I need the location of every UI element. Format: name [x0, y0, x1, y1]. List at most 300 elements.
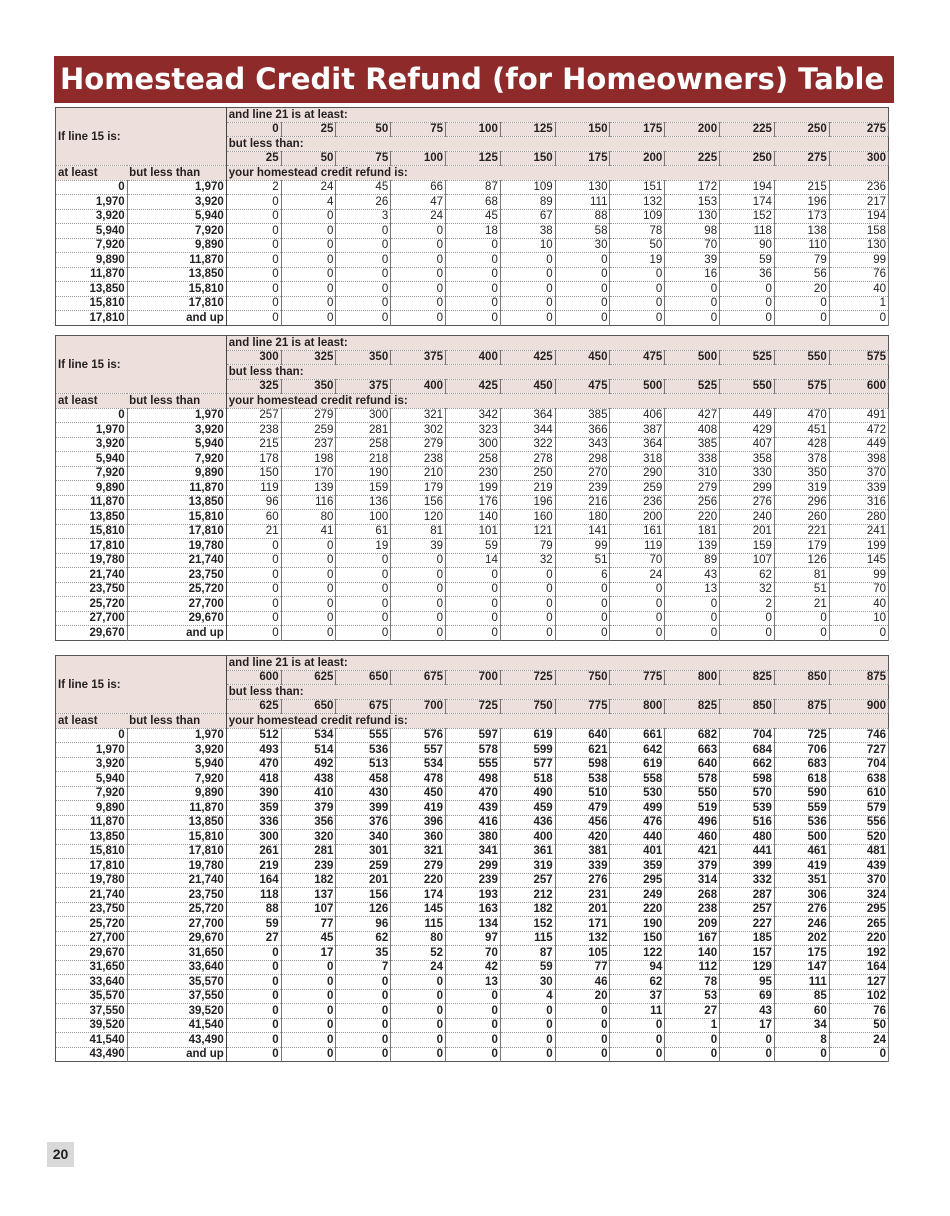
refund-cell: 0 — [281, 611, 336, 626]
refund-cell: 66 — [391, 180, 446, 195]
refund-cell: 0 — [391, 1004, 446, 1019]
refund-cell: 364 — [500, 408, 555, 423]
refund-cell: 95 — [720, 975, 775, 990]
refund-cell: 279 — [281, 408, 336, 423]
line15-less-than-cell: 7,920 — [127, 452, 226, 467]
refund-cell: 295 — [829, 902, 888, 917]
refund-cell: 380 — [446, 830, 501, 845]
line15-at-least-cell: 43,490 — [56, 1047, 128, 1062]
refund-cell: 0 — [281, 1033, 336, 1048]
line15-at-least-cell: 37,550 — [56, 1004, 128, 1019]
refund-cell: 0 — [226, 626, 281, 641]
refund-cell: 0 — [226, 238, 281, 253]
refund-cell: 50 — [829, 1018, 888, 1033]
line21-at-least-value: 550 — [774, 350, 829, 365]
line15-less-than-cell: 1,970 — [127, 408, 226, 423]
line21-less-than-value: 350 — [281, 379, 336, 394]
refund-cell: 39 — [665, 253, 720, 268]
line21-at-least-label: and line 21 is at least: — [226, 656, 888, 671]
table-row — [56, 495, 889, 510]
refund-cell: 0 — [555, 311, 610, 326]
refund-header: your homestead credit refund is: — [226, 166, 888, 181]
refund-cell: 416 — [446, 815, 501, 830]
refund-cell: 238 — [391, 452, 446, 467]
refund-cell: 0 — [391, 597, 446, 612]
refund-cell: 300 — [226, 830, 281, 845]
refund-cell: 534 — [281, 728, 336, 743]
refund-cell: 256 — [665, 495, 720, 510]
refund-cell: 193 — [446, 888, 501, 903]
refund-cell: 158 — [829, 224, 888, 239]
refund-cell: 109 — [610, 209, 665, 224]
refund-cell: 0 — [226, 267, 281, 282]
refund-cell: 0 — [336, 267, 391, 282]
refund-cell: 450 — [391, 786, 446, 801]
refund-cell: 59 — [226, 917, 281, 932]
refund-cell: 118 — [226, 888, 281, 903]
line21-less-than-value: 825 — [665, 699, 720, 714]
refund-cell: 0 — [226, 539, 281, 554]
refund-cell: 77 — [281, 917, 336, 932]
line21-at-least-value: 850 — [774, 670, 829, 685]
refund-cell: 0 — [226, 1004, 281, 1019]
refund-cell: 0 — [446, 238, 501, 253]
refund-cell: 36 — [720, 267, 775, 282]
line21-at-least-value: 275 — [829, 122, 888, 137]
refund-cell: 87 — [500, 946, 555, 961]
line15-less-than-cell: 23,750 — [127, 568, 226, 583]
refund-cell: 0 — [336, 296, 391, 311]
line21-at-least-value: 200 — [665, 122, 720, 137]
line15-less-than-cell: 11,870 — [127, 801, 226, 816]
line21-less-than-value: 525 — [665, 379, 720, 394]
refund-cell: 215 — [774, 180, 829, 195]
line15-at-least-cell: 1,970 — [56, 423, 128, 438]
refund-cell: 20 — [774, 282, 829, 297]
refund-cell: 0 — [336, 1033, 391, 1048]
refund-cell: 419 — [774, 859, 829, 874]
refund-cell: 339 — [555, 859, 610, 874]
table-row — [56, 209, 889, 224]
line15-less-than-cell: and up — [127, 311, 226, 326]
refund-cell: 0 — [500, 282, 555, 297]
refund-cell: 21 — [774, 597, 829, 612]
refund-cell: 500 — [774, 830, 829, 845]
refund-cell: 663 — [665, 743, 720, 758]
line15-at-least-cell: 29,670 — [56, 946, 128, 961]
refund-cell: 279 — [391, 437, 446, 452]
line15-less-than-cell: 19,780 — [127, 539, 226, 554]
refund-cell: 237 — [281, 437, 336, 452]
refund-cell: 47 — [391, 195, 446, 210]
refund-cell: 2 — [720, 597, 775, 612]
refund-cell: 278 — [500, 452, 555, 467]
refund-cell: 0 — [391, 975, 446, 990]
table-row — [56, 1018, 889, 1033]
line21-at-least-value: 300 — [226, 350, 281, 365]
table-row — [56, 195, 889, 210]
refund-cell: 579 — [829, 801, 888, 816]
line15-less-than-cell: 13,850 — [127, 815, 226, 830]
refund-cell: 115 — [391, 917, 446, 932]
refund-cell: 0 — [446, 568, 501, 583]
line15-at-least-cell: 19,780 — [56, 553, 128, 568]
refund-cell: 130 — [555, 180, 610, 195]
line15-less-than-cell: 33,640 — [127, 960, 226, 975]
line21-less-than-value: 900 — [829, 699, 888, 714]
line21-at-least-value: 375 — [391, 350, 446, 365]
refund-cell: 0 — [226, 209, 281, 224]
line15-less-than-cell: 29,670 — [127, 931, 226, 946]
refund-header: your homestead credit refund is: — [226, 714, 888, 729]
table-row — [56, 917, 889, 932]
refund-cell: 0 — [774, 311, 829, 326]
refund-cell: 0 — [555, 626, 610, 641]
refund-cell: 67 — [500, 209, 555, 224]
refund-cell: 385 — [555, 408, 610, 423]
refund-cell: 99 — [555, 539, 610, 554]
refund-cell: 134 — [446, 917, 501, 932]
refund-cell: 238 — [665, 902, 720, 917]
refund-cell: 590 — [774, 786, 829, 801]
refund-cell: 79 — [774, 253, 829, 268]
line15-at-least-cell: 33,640 — [56, 975, 128, 990]
line15-less-than-cell: 1,970 — [127, 180, 226, 195]
refund-cell: 257 — [720, 902, 775, 917]
refund-cell: 460 — [665, 830, 720, 845]
refund-cell: 1 — [829, 296, 888, 311]
refund-cell: 0 — [281, 1047, 336, 1062]
refund-cell: 0 — [446, 253, 501, 268]
refund-cell: 200 — [610, 510, 665, 525]
refund-cell: 0 — [281, 1018, 336, 1033]
refund-cell: 219 — [500, 481, 555, 496]
refund-cell: 107 — [720, 553, 775, 568]
refund-cell: 599 — [500, 743, 555, 758]
refund-cell: 0 — [446, 267, 501, 282]
refund-cell: 0 — [281, 553, 336, 568]
line21-at-least-value: 775 — [610, 670, 665, 685]
line21-less-than-value: 750 — [500, 699, 555, 714]
line15-at-least-cell: 1,970 — [56, 743, 128, 758]
refund-cell: 24 — [281, 180, 336, 195]
refund-cell: 281 — [336, 423, 391, 438]
refund-cell: 366 — [555, 423, 610, 438]
at-least-header: at least — [56, 714, 128, 729]
refund-cell: 24 — [829, 1033, 888, 1048]
line21-less-than-value: 800 — [610, 699, 665, 714]
refund-cell: 201 — [720, 524, 775, 539]
line21-at-least-value: 625 — [281, 670, 336, 685]
refund-cell: 79 — [500, 539, 555, 554]
refund-cell: 0 — [281, 282, 336, 297]
line21-at-least-value: 575 — [829, 350, 888, 365]
table-row — [56, 437, 889, 452]
refund-cell: 210 — [391, 466, 446, 481]
refund-cell: 323 — [446, 423, 501, 438]
refund-cell: 38 — [500, 224, 555, 239]
refund-cell: 261 — [226, 844, 281, 859]
table-row — [56, 568, 889, 583]
refund-cell: 59 — [500, 960, 555, 975]
column-header-row — [56, 394, 889, 409]
refund-cell: 279 — [391, 859, 446, 874]
refund-cell: 0 — [391, 253, 446, 268]
refund-cell: 265 — [829, 917, 888, 932]
refund-cell: 399 — [720, 859, 775, 874]
line15-less-than-cell: 39,520 — [127, 1004, 226, 1019]
refund-cell: 0 — [391, 267, 446, 282]
table-row — [56, 224, 889, 239]
refund-cell: 0 — [555, 282, 610, 297]
refund-cell: 418 — [226, 772, 281, 787]
refund-cell: 300 — [336, 408, 391, 423]
refund-cell: 0 — [336, 1018, 391, 1033]
line15-less-than-cell: 11,870 — [127, 481, 226, 496]
line15-at-least-cell: 15,810 — [56, 524, 128, 539]
table-row — [56, 452, 889, 467]
refund-cell: 550 — [665, 786, 720, 801]
refund-cell: 257 — [226, 408, 281, 423]
line21-less-than-value: 175 — [555, 151, 610, 166]
line21-less-than-value: 250 — [720, 151, 775, 166]
line21-at-least-value: 0 — [226, 122, 281, 137]
table-row — [56, 539, 889, 554]
refund-cell: 164 — [829, 960, 888, 975]
refund-cell: 0 — [336, 568, 391, 583]
refund-cell: 0 — [336, 311, 391, 326]
refund-cell: 0 — [336, 224, 391, 239]
line15-less-than-cell: 1,970 — [127, 728, 226, 743]
line21-at-least-value: 800 — [665, 670, 720, 685]
line15-at-least-cell: 0 — [56, 728, 128, 743]
line21-at-least-value: 425 — [500, 350, 555, 365]
refund-cell: 360 — [391, 830, 446, 845]
refund-cell: 138 — [774, 224, 829, 239]
refund-cell: 0 — [391, 989, 446, 1004]
line15-less-than-cell: 5,940 — [127, 209, 226, 224]
line21-at-least-value: 350 — [336, 350, 391, 365]
refund-cell: 321 — [391, 844, 446, 859]
refund-cell: 351 — [774, 873, 829, 888]
if-line15-label: If line 15 is: — [56, 108, 227, 166]
refund-cell: 0 — [774, 626, 829, 641]
line21-at-least-value: 750 — [555, 670, 610, 685]
refund-cell: 157 — [720, 946, 775, 961]
line15-at-least-cell: 17,810 — [56, 311, 128, 326]
line15-at-least-cell: 7,920 — [56, 786, 128, 801]
refund-cell: 0 — [226, 960, 281, 975]
refund-cell: 240 — [720, 510, 775, 525]
refund-cell: 538 — [555, 772, 610, 787]
refund-cell: 0 — [720, 611, 775, 626]
refund-cell: 470 — [226, 757, 281, 772]
refund-cell: 17 — [281, 946, 336, 961]
line21-less-than-value: 725 — [446, 699, 501, 714]
refund-cell: 410 — [281, 786, 336, 801]
refund-cell: 0 — [665, 311, 720, 326]
line21-at-least-value: 175 — [610, 122, 665, 137]
at-least-header: at least — [56, 166, 128, 181]
refund-cell: 250 — [500, 466, 555, 481]
refund-cell: 160 — [500, 510, 555, 525]
refund-cell: 290 — [610, 466, 665, 481]
line15-at-least-cell: 17,810 — [56, 539, 128, 554]
refund-cell: 8 — [774, 1033, 829, 1048]
refund-cell: 519 — [665, 801, 720, 816]
table-row — [56, 311, 889, 326]
refund-cell: 0 — [281, 1004, 336, 1019]
refund-cell: 27 — [665, 1004, 720, 1019]
refund-cell: 0 — [281, 975, 336, 990]
refund-cell: 0 — [610, 582, 665, 597]
line21-at-least-value: 825 — [720, 670, 775, 685]
refund-cell: 199 — [446, 481, 501, 496]
refund-cell: 0 — [226, 553, 281, 568]
refund-cell: 171 — [555, 917, 610, 932]
refund-cell: 80 — [281, 510, 336, 525]
line15-less-than-cell: 17,810 — [127, 296, 226, 311]
line21-at-least-value: 250 — [774, 122, 829, 137]
line15-at-least-cell: 5,940 — [56, 452, 128, 467]
line21-less-than-value: 575 — [774, 379, 829, 394]
refund-cell: 0 — [720, 296, 775, 311]
refund-cell: 140 — [446, 510, 501, 525]
refund-cell: 185 — [720, 931, 775, 946]
line15-at-least-cell: 13,850 — [56, 830, 128, 845]
table-row — [56, 743, 889, 758]
refund-cell: 0 — [610, 626, 665, 641]
refund-cell: 40 — [829, 597, 888, 612]
refund-cell: 96 — [336, 917, 391, 932]
refund-cell: 0 — [665, 1047, 720, 1062]
refund-cell: 130 — [665, 209, 720, 224]
table-row — [56, 1047, 889, 1062]
refund-cell: 32 — [720, 582, 775, 597]
refund-cell: 76 — [829, 1004, 888, 1019]
refund-cell: 428 — [774, 437, 829, 452]
refund-cell: 111 — [555, 195, 610, 210]
refund-cell: 0 — [281, 626, 336, 641]
if-line15-label: If line 15 is: — [56, 656, 227, 714]
refund-header: your homestead credit refund is: — [226, 394, 888, 409]
refund-cell: 438 — [281, 772, 336, 787]
line15-less-than-cell: 27,700 — [127, 597, 226, 612]
refund-cell: 194 — [720, 180, 775, 195]
refund-cell: 174 — [720, 195, 775, 210]
refund-cell: 336 — [226, 815, 281, 830]
refund-cell: 141 — [555, 524, 610, 539]
refund-cell: 62 — [336, 931, 391, 946]
refund-cell: 576 — [391, 728, 446, 743]
refund-cell: 220 — [391, 873, 446, 888]
refund-cell: 209 — [665, 917, 720, 932]
refund-cell: 156 — [336, 888, 391, 903]
refund-cell: 110 — [774, 238, 829, 253]
refund-cell: 0 — [281, 296, 336, 311]
refund-cell: 350 — [774, 466, 829, 481]
refund-cell: 496 — [665, 815, 720, 830]
line15-at-least-cell: 7,920 — [56, 466, 128, 481]
refund-cell: 51 — [555, 553, 610, 568]
refund-cell: 339 — [829, 481, 888, 496]
refund-cell: 470 — [446, 786, 501, 801]
refund-cell: 0 — [391, 1033, 446, 1048]
line21-less-than-value: 225 — [665, 151, 720, 166]
refund-cell: 19 — [336, 539, 391, 554]
refund-cell: 298 — [555, 452, 610, 467]
table-row — [56, 815, 889, 830]
refund-cell: 170 — [281, 466, 336, 481]
refund-cell: 534 — [391, 757, 446, 772]
refund-cell: 0 — [281, 597, 336, 612]
refund-cell: 87 — [446, 180, 501, 195]
refund-cell: 316 — [829, 495, 888, 510]
refund-cell: 343 — [555, 437, 610, 452]
refund-cell: 451 — [774, 423, 829, 438]
refund-cell: 458 — [336, 772, 391, 787]
refund-cell: 0 — [500, 582, 555, 597]
refund-cell: 0 — [446, 626, 501, 641]
refund-cell: 310 — [665, 466, 720, 481]
refund-cell: 0 — [446, 1033, 501, 1048]
refund-cell: 221 — [774, 524, 829, 539]
refund-cell: 578 — [446, 743, 501, 758]
refund-cell: 490 — [500, 786, 555, 801]
refund-cell: 0 — [665, 296, 720, 311]
line15-less-than-cell: 7,920 — [127, 224, 226, 239]
refund-cell: 39 — [391, 539, 446, 554]
line21-less-than-value: 425 — [446, 379, 501, 394]
refund-cell: 7 — [336, 960, 391, 975]
refund-cell: 0 — [226, 975, 281, 990]
refund-cell: 364 — [610, 437, 665, 452]
refund-cell: 130 — [829, 238, 888, 253]
line21-at-least-value: 475 — [610, 350, 665, 365]
refund-cell: 492 — [281, 757, 336, 772]
refund-cell: 30 — [500, 975, 555, 990]
line15-at-least-cell: 3,920 — [56, 757, 128, 772]
refund-cell: 0 — [391, 582, 446, 597]
refund-cell: 121 — [500, 524, 555, 539]
refund-cell: 0 — [336, 989, 391, 1004]
line15-less-than-cell: 9,890 — [127, 238, 226, 253]
refund-cell: 0 — [555, 582, 610, 597]
refund-cell: 299 — [720, 481, 775, 496]
refund-cell: 520 — [829, 830, 888, 845]
refund-cell: 407 — [720, 437, 775, 452]
refund-cell: 115 — [500, 931, 555, 946]
line15-less-than-cell: 15,810 — [127, 510, 226, 525]
refund-cell: 499 — [610, 801, 665, 816]
refund-cell: 358 — [720, 452, 775, 467]
line21-at-least-value: 500 — [665, 350, 720, 365]
line21-less-than-value: 125 — [446, 151, 501, 166]
refund-cell: 45 — [281, 931, 336, 946]
refund-cell: 478 — [391, 772, 446, 787]
refund-cell: 0 — [610, 311, 665, 326]
refund-cell: 0 — [555, 253, 610, 268]
refund-table-3 — [55, 655, 889, 1062]
refund-cell: 302 — [391, 423, 446, 438]
refund-cell: 212 — [500, 888, 555, 903]
line15-at-least-cell: 21,740 — [56, 888, 128, 903]
refund-cell: 35 — [336, 946, 391, 961]
refund-cell: 60 — [226, 510, 281, 525]
line15-less-than-cell: 13,850 — [127, 267, 226, 282]
refund-cell: 61 — [336, 524, 391, 539]
refund-cell: 175 — [774, 946, 829, 961]
